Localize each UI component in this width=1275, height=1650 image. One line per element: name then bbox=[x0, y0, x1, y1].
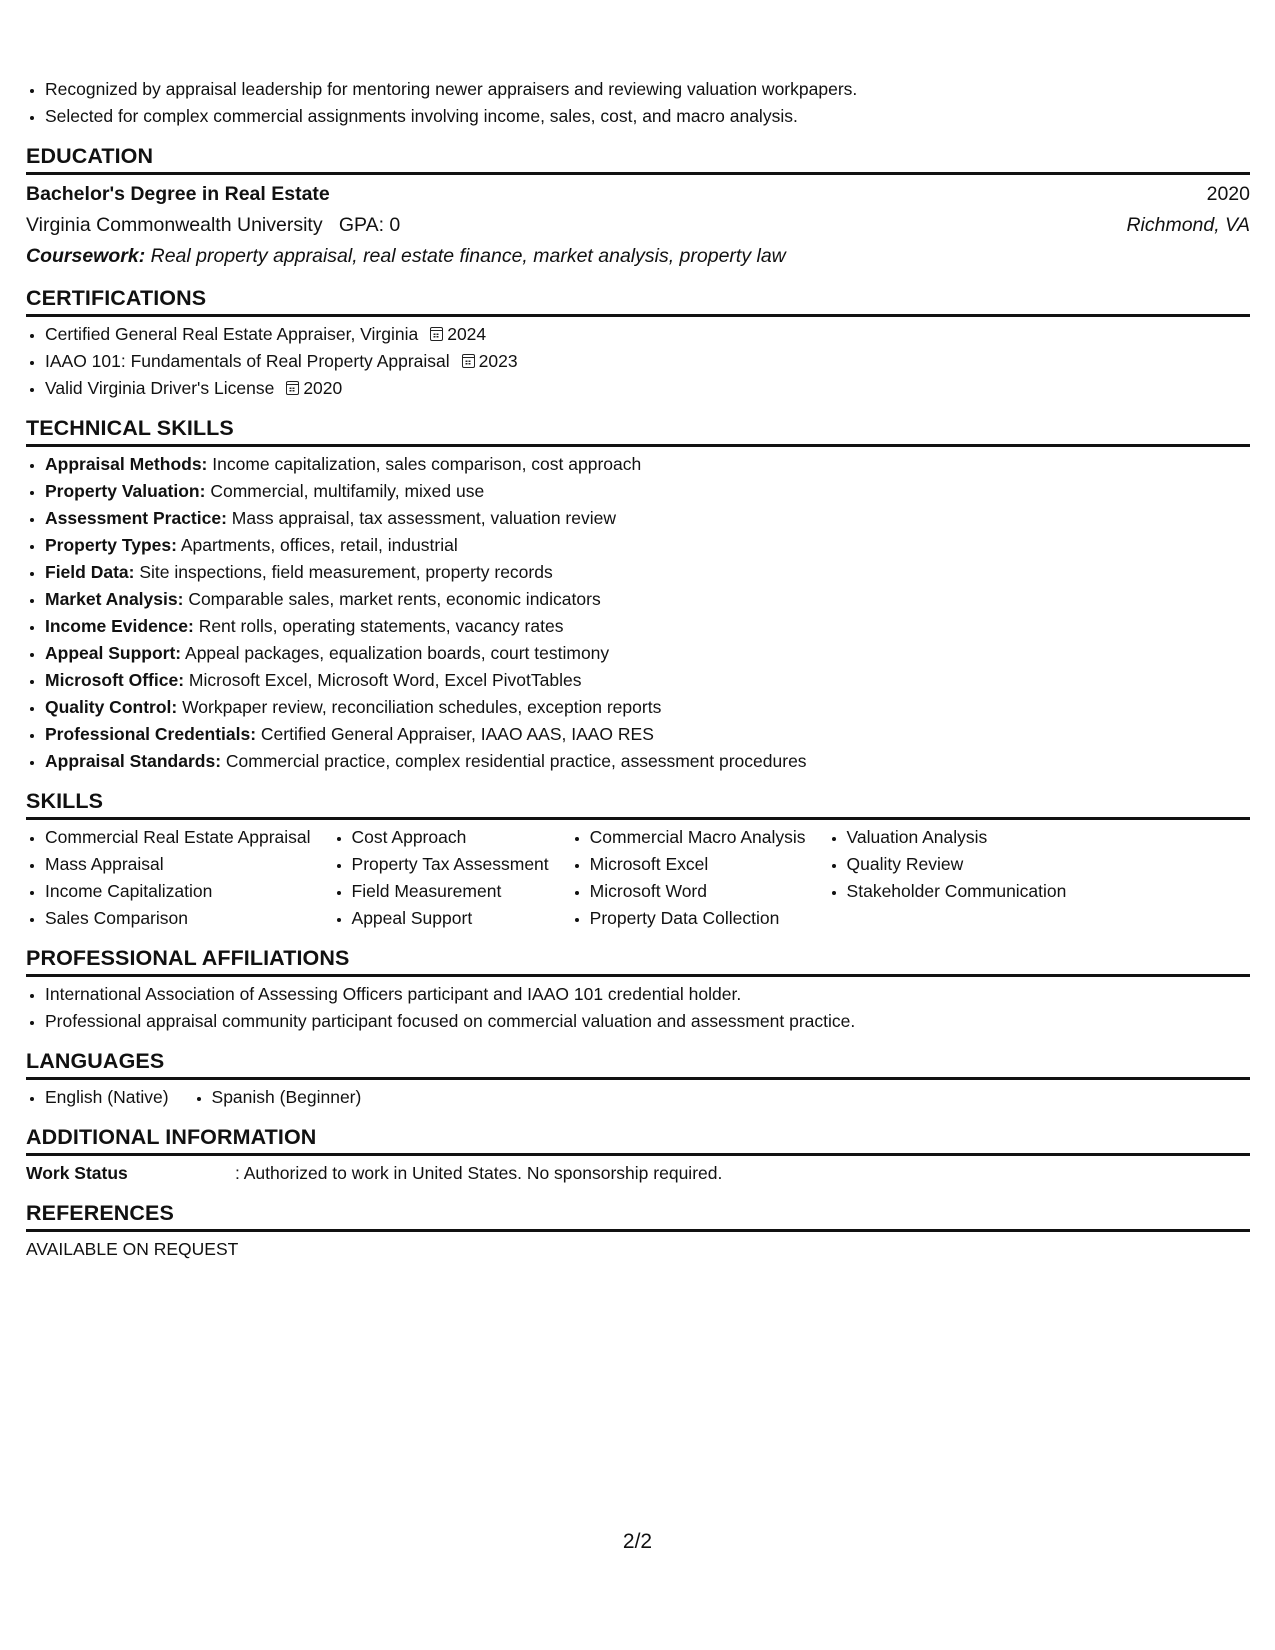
list-item: • Professional appraisal community participant focused on commercial valuation and assessment practice. bbox=[45, 1008, 1250, 1035]
page-number: 2/2 bbox=[622, 1530, 653, 1553]
certification-year: 2020 bbox=[303, 378, 343, 398]
skill-label: Assessment Practice: bbox=[45, 508, 227, 528]
list-item: • Cost Approach bbox=[352, 824, 549, 851]
skill-text: Commercial, multifamily, mixed use bbox=[210, 481, 485, 501]
list-item bbox=[45, 375, 1250, 402]
languages-column bbox=[193, 1084, 362, 1111]
skill-label: Microsoft Office: bbox=[45, 670, 185, 690]
skill-label: Appeal Support: bbox=[45, 643, 182, 663]
list-item bbox=[45, 748, 1250, 775]
work-status-value: : Authorized to work in United States. No sponsorship required. bbox=[235, 1163, 723, 1183]
skill-text: Site inspections, field measurement, property records bbox=[139, 562, 553, 582]
list-item: • Property Tax Assessment bbox=[352, 851, 549, 878]
skill-text: Appeal packages, equalization boards, court testimony bbox=[185, 643, 610, 663]
list-item: • Sales Comparison bbox=[45, 905, 311, 932]
certifications-heading: CERTIFICATIONS bbox=[26, 286, 1250, 317]
calendar-icon bbox=[286, 381, 299, 395]
list-item bbox=[45, 694, 1250, 721]
education-heading: EDUCATION bbox=[26, 144, 1250, 175]
list-item: • Income Capitalization bbox=[45, 878, 311, 905]
list-item: • Microsoft Excel bbox=[590, 851, 806, 878]
skill-label: Property Types: bbox=[45, 535, 177, 555]
certification-year: 2024 bbox=[447, 324, 487, 344]
certification-name: Certified General Real Estate Appraiser, Virginia bbox=[45, 324, 419, 344]
list-item: • Spanish (Beginner) bbox=[212, 1084, 362, 1111]
list-item: • Stakeholder Communication bbox=[847, 878, 1067, 905]
list-item: • Mass Appraisal bbox=[45, 851, 311, 878]
list-item bbox=[45, 640, 1250, 667]
school-name: Virginia Commonwealth University bbox=[26, 214, 323, 236]
list-item: • English (Native) bbox=[45, 1084, 169, 1111]
skill-label: Property Valuation: bbox=[45, 481, 206, 501]
skills-column bbox=[828, 824, 1067, 932]
education-degree-row bbox=[26, 179, 1250, 210]
list-item: • Recognized by appraisal leadership for mentoring newer appraisers and reviewing valuation workpapers. bbox=[45, 76, 1250, 103]
skill-label: Quality Control: bbox=[45, 697, 178, 717]
degree: Bachelor's Degree in Real Estate bbox=[26, 183, 330, 205]
work-status-row bbox=[26, 1160, 1250, 1187]
list-item: • Commercial Real Estate Appraisal bbox=[45, 824, 311, 851]
education-school-row bbox=[26, 210, 1250, 241]
affiliations-list bbox=[26, 981, 1250, 1035]
coursework-text: Real property appraisal, real estate finance, market analysis, property law bbox=[150, 245, 786, 267]
skills-column bbox=[571, 824, 806, 932]
list-item bbox=[45, 505, 1250, 532]
list-item: • Field Measurement bbox=[352, 878, 549, 905]
skill-text: Apartments, offices, retail, industrial bbox=[180, 535, 458, 555]
gpa: GPA: 0 bbox=[338, 214, 401, 236]
coursework-row bbox=[26, 241, 1250, 272]
certification-name: Valid Virginia Driver's License bbox=[45, 378, 275, 398]
skills-grid bbox=[26, 824, 1250, 932]
list-item: • Selected for complex commercial assignments involving income, sales, cost, and macro analysis. bbox=[45, 103, 1250, 130]
list-item: • Quality Review bbox=[847, 851, 1067, 878]
skills-column bbox=[26, 824, 311, 932]
list-item bbox=[45, 721, 1250, 748]
skills-column bbox=[333, 824, 549, 932]
skill-text: Microsoft Excel, Microsoft Word, Excel PivotTables bbox=[188, 670, 582, 690]
resume-page bbox=[26, 76, 1250, 1263]
work-status-label: Work Status bbox=[26, 1163, 128, 1183]
affiliations-heading: PROFESSIONAL AFFILIATIONS bbox=[26, 946, 1250, 977]
languages-list bbox=[26, 1084, 1250, 1111]
recognition-list bbox=[26, 76, 1250, 130]
skills-heading: SKILLS bbox=[26, 789, 1250, 820]
skill-label: Income Evidence: bbox=[45, 616, 194, 636]
certification-year: 2023 bbox=[478, 351, 518, 371]
list-item: • Property Data Collection bbox=[590, 905, 806, 932]
list-item: • Commercial Macro Analysis bbox=[590, 824, 806, 851]
skill-label: Field Data: bbox=[45, 562, 135, 582]
skill-label: Appraisal Methods: bbox=[45, 454, 208, 474]
list-item bbox=[45, 667, 1250, 694]
skill-text: Commercial practice, complex residential practice, assessment procedures bbox=[225, 751, 807, 771]
skill-text: Workpaper review, reconciliation schedules, exception reports bbox=[182, 697, 662, 717]
calendar-icon bbox=[430, 327, 443, 341]
technical-skills-heading: TECHNICAL SKILLS bbox=[26, 416, 1250, 447]
languages-column bbox=[26, 1084, 169, 1111]
list-item bbox=[45, 586, 1250, 613]
graduation-year: 2020 bbox=[1206, 183, 1250, 205]
skill-text: Certified General Appraiser, IAAO AAS, IAAO RES bbox=[260, 724, 654, 744]
additional-info-heading: ADDITIONAL INFORMATION bbox=[26, 1125, 1250, 1156]
list-item bbox=[45, 532, 1250, 559]
certification-name: IAAO 101: Fundamentals of Real Property Appraisal bbox=[45, 351, 450, 371]
skill-label: Market Analysis: bbox=[45, 589, 184, 609]
skill-text: Rent rolls, operating statements, vacancy rates bbox=[198, 616, 564, 636]
list-item: • Valuation Analysis bbox=[847, 824, 1067, 851]
skill-text: Comparable sales, market rents, economic indicators bbox=[188, 589, 601, 609]
skill-text: Income capitalization, sales comparison, cost approach bbox=[212, 454, 642, 474]
references-heading: REFERENCES bbox=[26, 1201, 1250, 1232]
list-item bbox=[45, 348, 1250, 375]
coursework-label: Coursework: bbox=[26, 245, 146, 267]
list-item bbox=[45, 478, 1250, 505]
list-item bbox=[45, 321, 1250, 348]
skill-label: Appraisal Standards: bbox=[45, 751, 222, 771]
skill-text: Mass appraisal, tax assessment, valuation review bbox=[231, 508, 616, 528]
school-location: Richmond, VA bbox=[1126, 214, 1250, 236]
technical-skills-list bbox=[26, 451, 1250, 775]
calendar-icon bbox=[462, 354, 475, 368]
list-item: • Appeal Support bbox=[352, 905, 549, 932]
list-item bbox=[45, 559, 1250, 586]
list-item bbox=[45, 451, 1250, 478]
references-text: AVAILABLE ON REQUEST bbox=[26, 1239, 239, 1259]
list-item: • Microsoft Word bbox=[590, 878, 806, 905]
languages-heading: LANGUAGES bbox=[26, 1049, 1250, 1080]
list-item: • International Association of Assessing Officers participant and IAAO 101 credential holder. bbox=[45, 981, 1250, 1008]
certifications-list bbox=[26, 321, 1250, 402]
list-item bbox=[45, 613, 1250, 640]
skill-label: Professional Credentials: bbox=[45, 724, 257, 744]
